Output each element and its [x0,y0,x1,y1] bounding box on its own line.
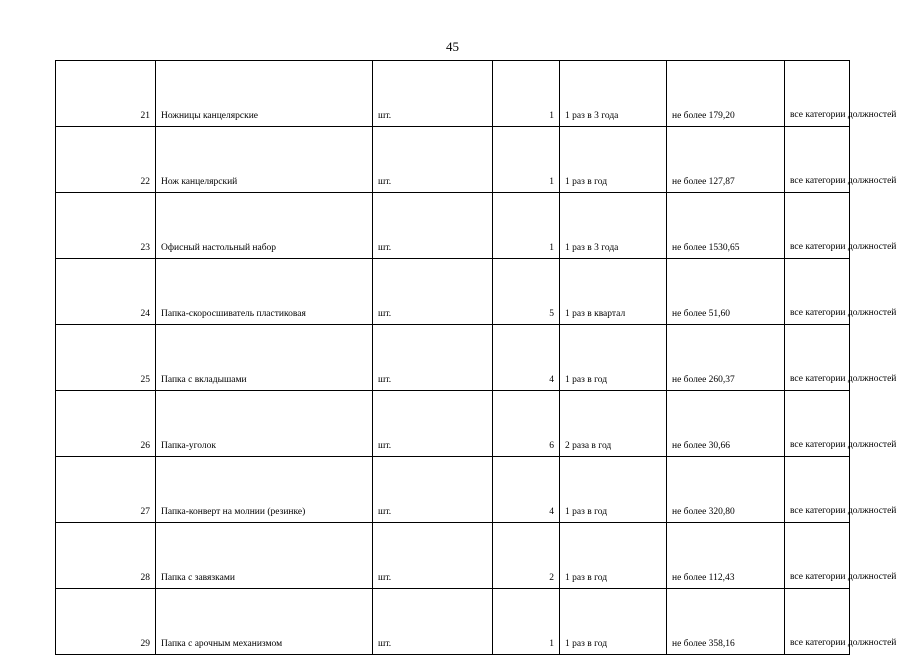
row-number: 29 [56,589,156,655]
item-name: Ножницы канцелярские [156,61,373,127]
item-name: Папка-конверт на молнии (резинке) [156,457,373,523]
position-category: все категории должностей [785,259,850,325]
replacement-frequency: 1 раз в год [560,523,667,589]
price-limit: не более 127,87 [667,127,785,193]
table-row [56,589,850,655]
row-number: 24 [56,259,156,325]
row-number: 28 [56,523,156,589]
price-limit: не более 179,20 [667,61,785,127]
table-row [56,325,850,391]
row-number: 23 [56,193,156,259]
price-limit: не более 1530,65 [667,193,785,259]
position-category: все категории должностей [785,127,850,193]
replacement-frequency: 1 раз в год [560,457,667,523]
quantity: 6 [493,391,560,457]
quantity: 1 [493,127,560,193]
quantity: 5 [493,259,560,325]
replacement-frequency: 1 раз в 3 года [560,193,667,259]
row-number: 25 [56,325,156,391]
replacement-frequency: 1 раз в год [560,127,667,193]
position-category: все категории должностей [785,61,850,127]
supply-table [55,60,897,655]
unit-of-measure: шт. [373,589,493,655]
price-limit: не более 320,80 [667,457,785,523]
item-name: Папка-скоросшиватель пластиковая [156,259,373,325]
position-category: все категории должностей [785,589,850,655]
price-limit: не более 51,60 [667,259,785,325]
row-number: 27 [56,457,156,523]
table-row [56,457,850,523]
replacement-frequency: 2 раза в год [560,391,667,457]
page-number: 45 [446,39,459,54]
item-name: Папка с вкладышами [156,325,373,391]
quantity: 2 [493,523,560,589]
item-name: Папка с завязками [156,523,373,589]
quantity: 1 [493,193,560,259]
position-category: все категории должностей [785,193,850,259]
unit-of-measure: шт. [373,193,493,259]
price-limit: не более 112,43 [667,523,785,589]
position-category: все категории должностей [785,391,850,457]
position-category: все категории должностей [785,325,850,391]
replacement-frequency: 1 раз в квартал [560,259,667,325]
table-row [56,391,850,457]
unit-of-measure: шт. [373,523,493,589]
row-number: 26 [56,391,156,457]
replacement-frequency: 1 раз в 3 года [560,61,667,127]
unit-of-measure: шт. [373,325,493,391]
unit-of-measure: шт. [373,127,493,193]
table-row [56,259,850,325]
item-name: Нож канцелярский [156,127,373,193]
price-limit: не более 260,37 [667,325,785,391]
quantity: 4 [493,325,560,391]
table-row [56,61,850,127]
table-row [56,193,850,259]
unit-of-measure: шт. [373,61,493,127]
item-name: Папка-уголок [156,391,373,457]
position-category: все категории должностей [785,523,850,589]
table-row [56,523,850,589]
unit-of-measure: шт. [373,457,493,523]
item-name: Папка с арочным механизмом [156,589,373,655]
unit-of-measure: шт. [373,259,493,325]
table-row [56,127,850,193]
item-name: Офисный настольный набор [156,193,373,259]
row-number: 22 [56,127,156,193]
replacement-frequency: 1 раз в год [560,589,667,655]
price-limit: не более 30,66 [667,391,785,457]
quantity: 1 [493,589,560,655]
quantity: 4 [493,457,560,523]
table-body [56,61,897,655]
unit-of-measure: шт. [373,391,493,457]
row-number: 21 [56,61,156,127]
quantity: 1 [493,61,560,127]
position-category: все категории должностей [785,457,850,523]
price-limit: не более 358,16 [667,589,785,655]
replacement-frequency: 1 раз в год [560,325,667,391]
